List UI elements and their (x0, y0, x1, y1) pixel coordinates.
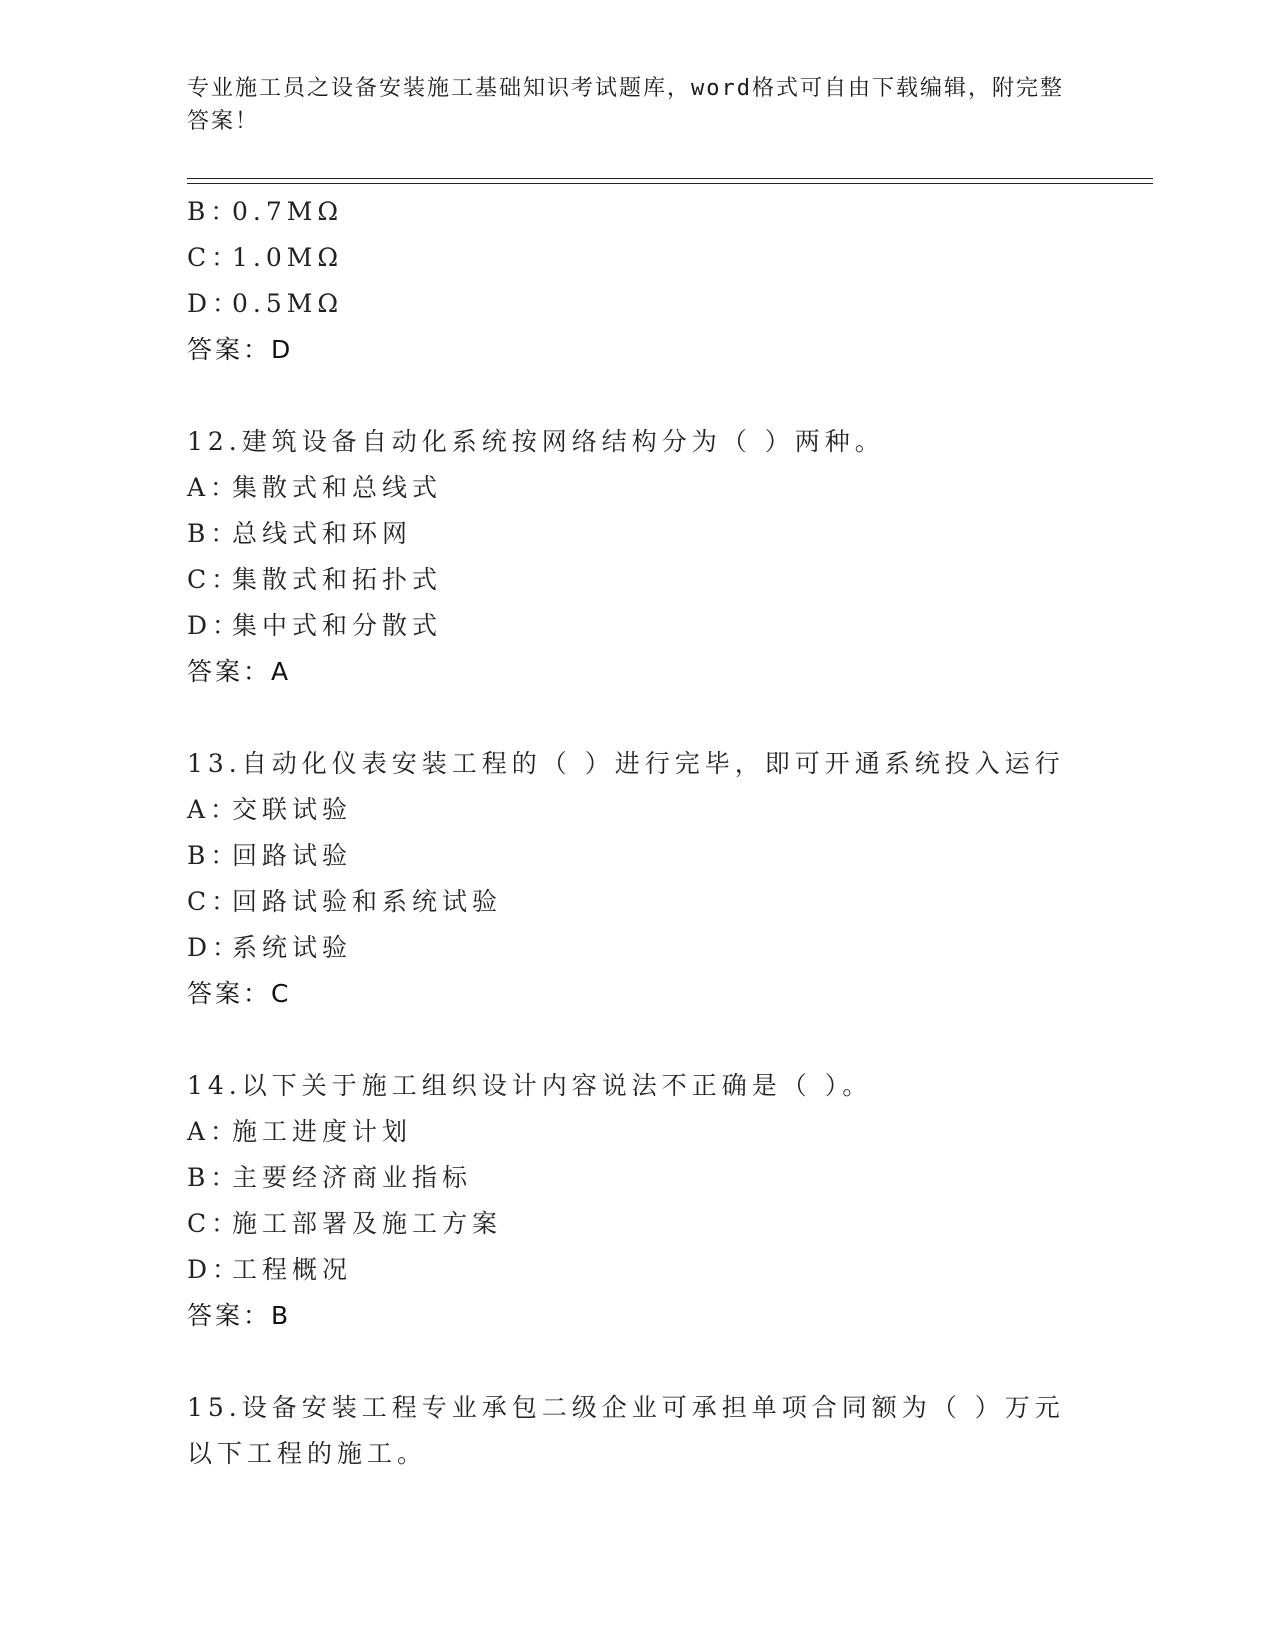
spacer (187, 1339, 1117, 1385)
question-stem: 12.建筑设备自动化系统按网络结构分为（ ）两种。 (187, 427, 885, 456)
header-divider-top (187, 178, 1153, 179)
option-d (187, 925, 1117, 971)
option-key: B： (187, 197, 241, 226)
question-11-continued (187, 189, 1117, 373)
option-key: B： (187, 519, 241, 548)
option-key: C： (187, 887, 242, 916)
option-key: D： (187, 611, 243, 640)
header-divider-bottom (187, 183, 1153, 184)
option-key: A： (187, 1117, 241, 1146)
spacer (187, 1017, 1117, 1063)
option-text: 1.0MΩ (232, 243, 344, 272)
option-key: B： (187, 841, 241, 870)
option-b (187, 511, 1117, 557)
spacer (187, 695, 1117, 741)
option-text: 回路试验和系统试验 (232, 887, 503, 916)
option-text: 主要经济商业指标 (232, 1163, 473, 1192)
option-text: 集散式和总线式 (232, 473, 443, 502)
option-key: D： (187, 289, 243, 318)
option-text: 集散式和拓扑式 (232, 565, 443, 594)
answer-line: 答案：D (187, 335, 294, 364)
option-key: D： (187, 933, 243, 962)
option-key: A： (187, 795, 241, 824)
question-15 (187, 1385, 1117, 1477)
option-text: 交联试验 (232, 795, 353, 824)
option-key: C： (187, 243, 242, 272)
option-d (187, 1247, 1117, 1293)
option-text: 总线式和环网 (232, 519, 413, 548)
option-a (187, 1109, 1117, 1155)
answer-line: 答案：B (187, 1301, 292, 1330)
option-text: 集中式和分散式 (232, 611, 443, 640)
answer-line: 答案：A (187, 657, 292, 686)
option-key: C： (187, 1209, 242, 1238)
option-c (187, 235, 1117, 281)
option-key: D： (187, 1255, 243, 1284)
option-c (187, 879, 1117, 925)
question-stem: 14.以下关于施工组织设计内容说法不正确是（ ）。 (187, 1071, 873, 1100)
option-text: 工程概况 (232, 1255, 353, 1284)
option-key: A： (187, 473, 241, 502)
question-list (187, 189, 1117, 1477)
option-d (187, 603, 1117, 649)
option-key: C： (187, 565, 242, 594)
option-text: 回路试验 (232, 841, 353, 870)
option-text: 施工进度计划 (232, 1117, 413, 1146)
question-stem: 13.自动化仪表安装工程的（ ）进行完毕，即可开通系统投入运行 (187, 749, 1065, 778)
option-text: 0.7MΩ (232, 197, 344, 226)
option-a (187, 787, 1117, 833)
document-header-title: 专业施工员之设备安装施工基础知识考试题库，word格式可自由下载编辑，附完整答案！ (187, 76, 1064, 134)
question-stem: 15.设备安装工程专业承包二级企业可承担单项合同额为（ ）万元以下工程的施工。 (187, 1393, 1065, 1468)
option-b (187, 189, 1117, 235)
option-b (187, 833, 1117, 879)
option-c (187, 1201, 1117, 1247)
question-13 (187, 741, 1117, 1017)
question-14 (187, 1063, 1117, 1339)
question-12 (187, 419, 1117, 695)
option-d (187, 281, 1117, 327)
option-c (187, 557, 1117, 603)
option-text: 0.5MΩ (232, 289, 344, 318)
answer-line: 答案：C (187, 979, 292, 1008)
option-b (187, 1155, 1117, 1201)
option-text: 系统试验 (232, 933, 353, 962)
option-a (187, 465, 1117, 511)
option-text: 施工部署及施工方案 (232, 1209, 503, 1238)
spacer (187, 373, 1117, 419)
option-key: B： (187, 1163, 241, 1192)
